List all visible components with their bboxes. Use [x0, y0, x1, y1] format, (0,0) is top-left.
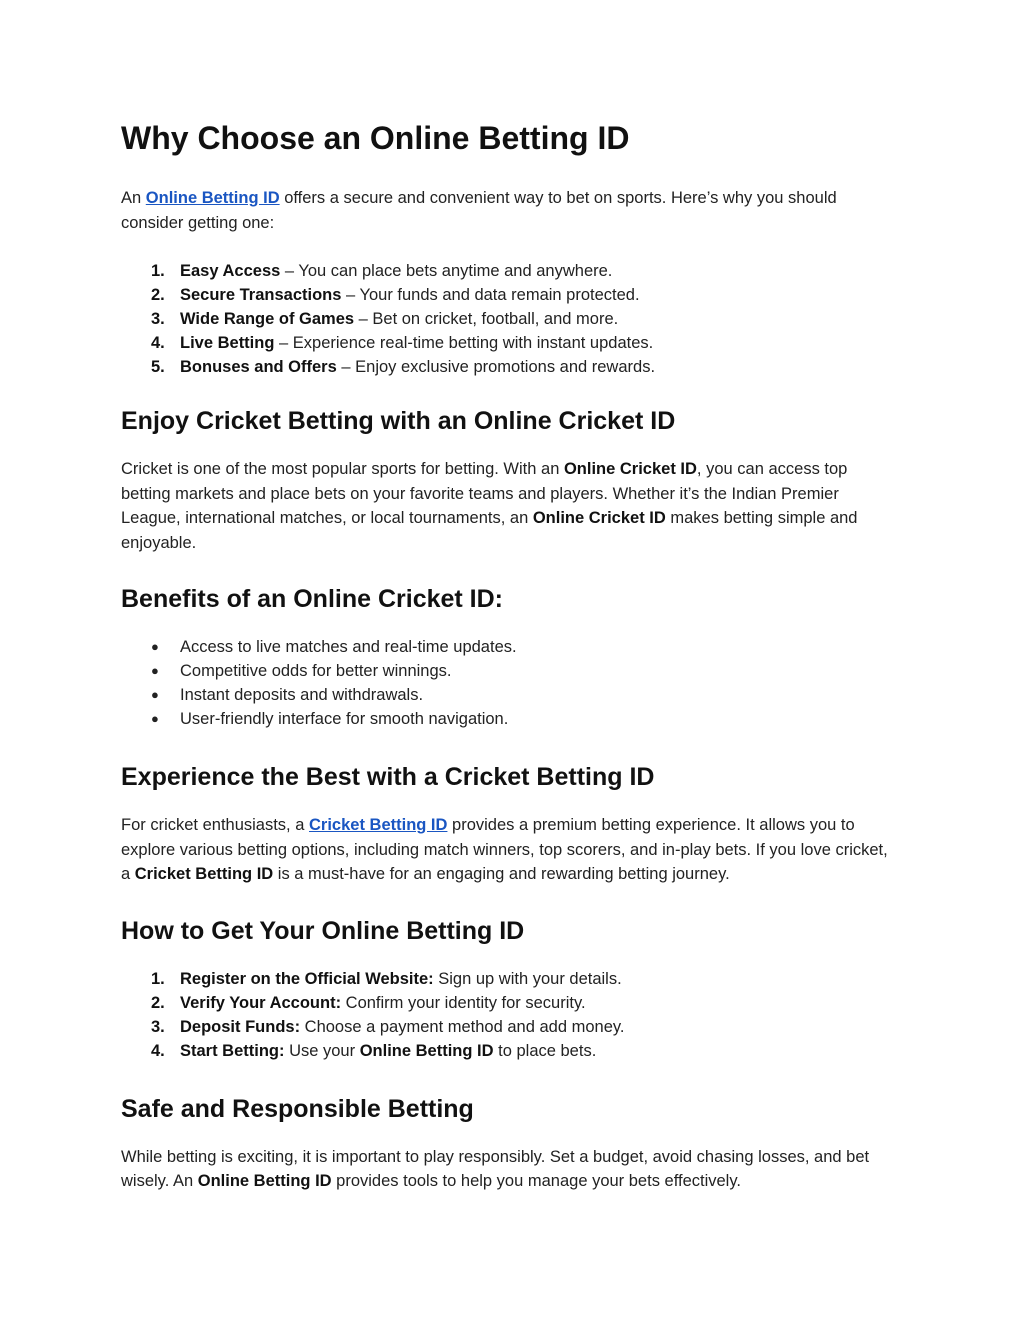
howto-heading: How to Get Your Online Betting ID [121, 916, 525, 945]
list-number: 2. [151, 286, 165, 304]
list-item-title: Deposit Funds: [180, 1017, 301, 1036]
list-item-text: to place bets. [493, 1041, 597, 1060]
list-item-text: – Bet on cricket, football, and more. [354, 310, 619, 328]
list-item [121, 1015, 901, 1039]
list-item [121, 259, 901, 283]
list-item [121, 991, 901, 1015]
benefits-list [121, 635, 901, 731]
list-item-text: Choose a payment method and add money. [300, 1017, 625, 1036]
intro-paragraph [121, 186, 901, 235]
list-item [121, 307, 901, 331]
bullet-icon: ● [151, 687, 159, 702]
list-item-text: – Enjoy exclusive promotions and rewards. [336, 358, 656, 376]
list-item [121, 659, 901, 683]
list-item-title: Wide Range of Games [180, 310, 355, 328]
document-content [121, 112, 901, 1218]
list-item [121, 355, 901, 379]
list-item-title: Start Betting: [180, 1041, 285, 1060]
list-item-title: Secure Transactions [180, 286, 342, 304]
list-number: 1. [151, 262, 165, 280]
bullet-icon: ● [151, 639, 159, 654]
list-item [121, 331, 901, 355]
list-item [121, 283, 901, 307]
list-item-title: Bonuses and Offers [180, 358, 337, 376]
online-betting-id-link[interactable]: Online Betting ID [145, 189, 280, 207]
list-item-title: Easy Access [180, 262, 281, 280]
list-number: 2. [151, 993, 165, 1012]
list-item-text: – You can place bets anytime and anywhere. [280, 262, 613, 280]
list-item-text: – Experience real-time betting with instant updates. [274, 334, 654, 352]
text-span: , you can access top betting markets and place bets on your favorite teams and players. Whether it’s the Indian Premier League, international matches, or local tournaments, an [121, 460, 848, 527]
list-number: 1. [151, 969, 165, 988]
list-item-text: Access to live matches and real-time updates. [180, 638, 517, 656]
list-item-title: Register on the Official Website: [180, 969, 434, 988]
list-number: 3. [151, 1017, 165, 1036]
cricket-betting-id-link[interactable]: Cricket Betting ID [309, 816, 448, 834]
list-item-text: User-friendly interface for smooth navigation. [180, 710, 509, 728]
experience-paragraph [121, 813, 901, 887]
safe-heading: Safe and Responsible Betting [121, 1094, 474, 1123]
text-span: Cricket is one of the most popular sports for betting. With an [121, 460, 564, 478]
bullet-icon: ● [151, 663, 159, 678]
list-item [121, 1039, 901, 1063]
intro-suffix: offers a secure and convenient way to bet on sports. Here’s why you should consider getting one: [121, 189, 837, 232]
intro-prefix: An [121, 189, 146, 207]
list-number: 3. [151, 310, 165, 328]
text-span: is a must-have for an engaging and rewarding betting journey. [273, 865, 730, 883]
steps-list [121, 967, 901, 1063]
text-span: provides tools to help you manage your bets effectively. [331, 1172, 741, 1190]
bold-term: Online Betting ID [359, 1041, 494, 1060]
list-item-text: Confirm your identity for security. [341, 993, 586, 1012]
bold-term: Online Cricket ID [563, 460, 697, 478]
bold-term: Online Betting ID [197, 1172, 332, 1190]
list-item-title: Live Betting [180, 334, 275, 352]
text-span: While betting is exciting, it is important to play responsibly. Set a budget, avoid chasing losses, and bet wisely. An [121, 1147, 870, 1190]
cricket-paragraph [121, 457, 901, 555]
list-item-text: Instant deposits and withdrawals. [180, 686, 424, 704]
safe-paragraph [121, 1145, 901, 1194]
bold-term: Online Cricket ID [532, 509, 666, 527]
list-item [121, 967, 901, 991]
text-span: provides a premium betting experience. It allows you to explore various betting options, including match winners, top scorers, and in-play bets. If you love cricket, a [121, 816, 888, 883]
list-item-text: Use your [284, 1041, 360, 1060]
cricket-heading: Enjoy Cricket Betting with an Online Cricket ID [121, 407, 676, 435]
experience-heading: Experience the Best with a Cricket Betting ID [121, 763, 655, 791]
list-item [121, 683, 901, 707]
list-item-title: Verify Your Account: [180, 993, 342, 1012]
list-number: 4. [151, 1041, 165, 1060]
bullet-icon: ● [151, 711, 159, 726]
bold-term: Cricket Betting ID [134, 865, 274, 883]
list-item-text: Competitive odds for better winnings. [180, 662, 452, 680]
list-number: 5. [151, 358, 165, 376]
list-item [121, 707, 901, 731]
page-title: Why Choose an Online Betting ID [121, 120, 630, 156]
list-item-text: – Your funds and data remain protected. [341, 286, 640, 304]
text-span: makes betting simple and enjoyable. [121, 509, 858, 552]
list-number: 4. [151, 334, 165, 352]
list-item-text: Sign up with your details. [433, 969, 622, 988]
text-span: For cricket enthusiasts, a [121, 816, 309, 834]
benefits-heading: Benefits of an Online Cricket ID: [121, 585, 504, 613]
list-item [121, 635, 901, 659]
reasons-list [121, 259, 901, 379]
